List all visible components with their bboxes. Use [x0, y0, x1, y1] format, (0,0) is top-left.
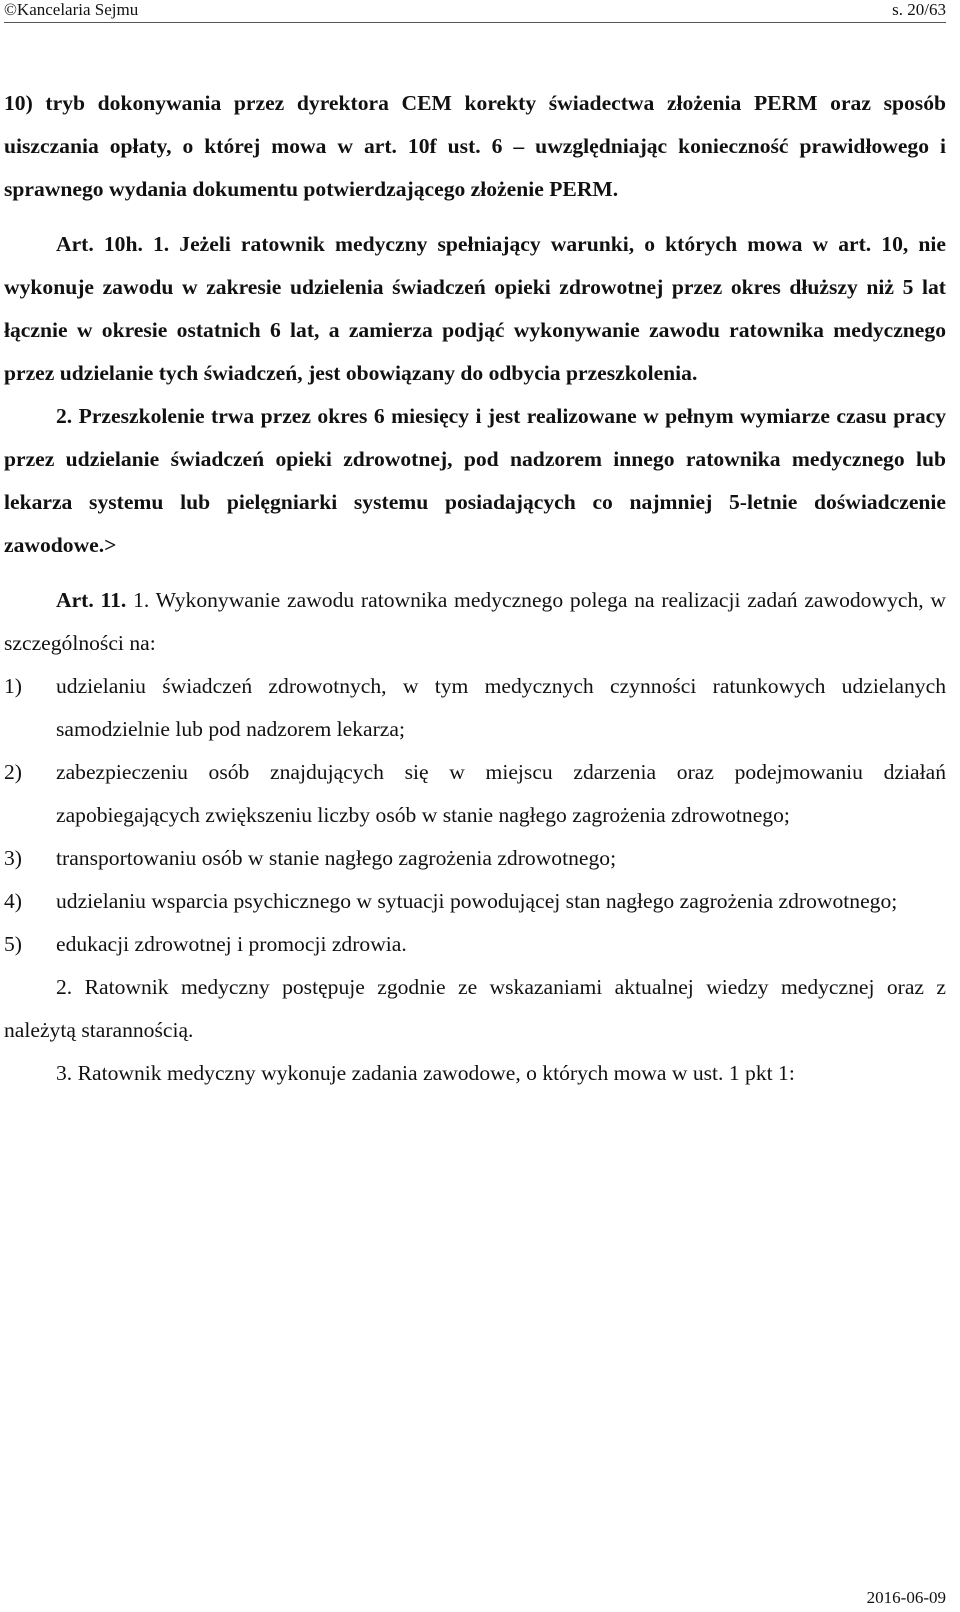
art-11-intro: 1. Wykonywanie zawodu ratownika medycznego polega na realizacji zadań zawodowych, w szczególności na: [4, 588, 946, 655]
art-11-ust-1 [4, 579, 946, 665]
list-item-number: 2) [4, 760, 22, 784]
art-11-ust-2: 2. Ratownik medyczny postępuje zgodnie ze wskazaniami aktualnej wiedzy medycznej oraz z należytą starannością. [4, 975, 946, 1042]
art-11-ust-3: 3. Ratownik medyczny wykonuje zadania zawodowe, o których mowa w ust. 1 pkt 1: [56, 1061, 795, 1085]
list-item-text: zabezpieczeniu osób znajdujących się w miejscu zdarzenia oraz podejmowaniu działań zapobiegających zwiększeniu liczby osób w stanie nagłego zagrożenia zdrowotnego; [56, 760, 946, 827]
list-item [4, 837, 946, 880]
list-item-number: 4) [4, 889, 22, 913]
document-body [4, 82, 946, 1095]
header-divider [4, 22, 946, 23]
art-11-heading: Art. 11. [56, 588, 127, 612]
list-item-text: udzielaniu wsparcia psychicznego w sytuacji powodującej stan nagłego zagrożenia zdrowotnego; [56, 889, 898, 913]
page-header [0, 0, 960, 20]
list-item [4, 665, 946, 751]
art-10h-ust-1: Art. 10h. 1. Jeżeli ratownik medyczny spełniający warunki, o których mowa w art. 10, nie wykonuje zawodu w zakresie udzielenia świadczeń opieki zdrowotnej przez okres dłuższy niż 5 lat łącznie w okresie ostatnich 6 lat, a zamierza podjąć wykonywanie zawodu ratownika medycznego przez udzielanie tych świadczeń, jest obowiązany do odbycia przeszkolenia. [4, 232, 946, 385]
header-publisher: ©Kancelaria Sejmu [4, 0, 139, 19]
list-item-text: udzielaniu świadczeń zdrowotnych, w tym medycznych czynności ratunkowych udzielanych samodzielnie lub pod nadzorem lekarza; [56, 674, 946, 741]
paragraph-point-10: 10) tryb dokonywania przez dyrektora CEM korekty świadectwa złożenia PERM oraz sposób uiszczania opłaty, o której mowa w art. 10f ust. 6 – uwzględniając konieczność prawidłowego i sprawnego wydania dokumentu potwierdzającego złożenie PERM. [4, 91, 946, 201]
list-item [4, 751, 946, 837]
list-item-text: edukacji zdrowotnej i promocji zdrowia. [56, 932, 407, 956]
art-10h-ust-2: 2. Przeszkolenie trwa przez okres 6 miesięcy i jest realizowane w pełnym wymiarze czasu pracy przez udzielanie świadczeń opieki zdrowotnej, pod nadzorem innego ratownika medycznego lub lekarza systemu lub pielęgniarki systemu posiadających co najmniej 5-letnie doświadczenie zawodowe.> [4, 404, 946, 557]
header-page-number: s. 20/63 [892, 0, 946, 19]
footer-date: 2016-06-09 [866, 1588, 946, 1607]
list-item-number: 3) [4, 846, 22, 870]
list-item-number: 5) [4, 932, 22, 956]
list-item-number: 1) [4, 674, 22, 698]
list-item [4, 923, 946, 966]
list-item-text: transportowaniu osób w stanie nagłego zagrożenia zdrowotnego; [56, 846, 617, 870]
list-item [4, 880, 946, 923]
